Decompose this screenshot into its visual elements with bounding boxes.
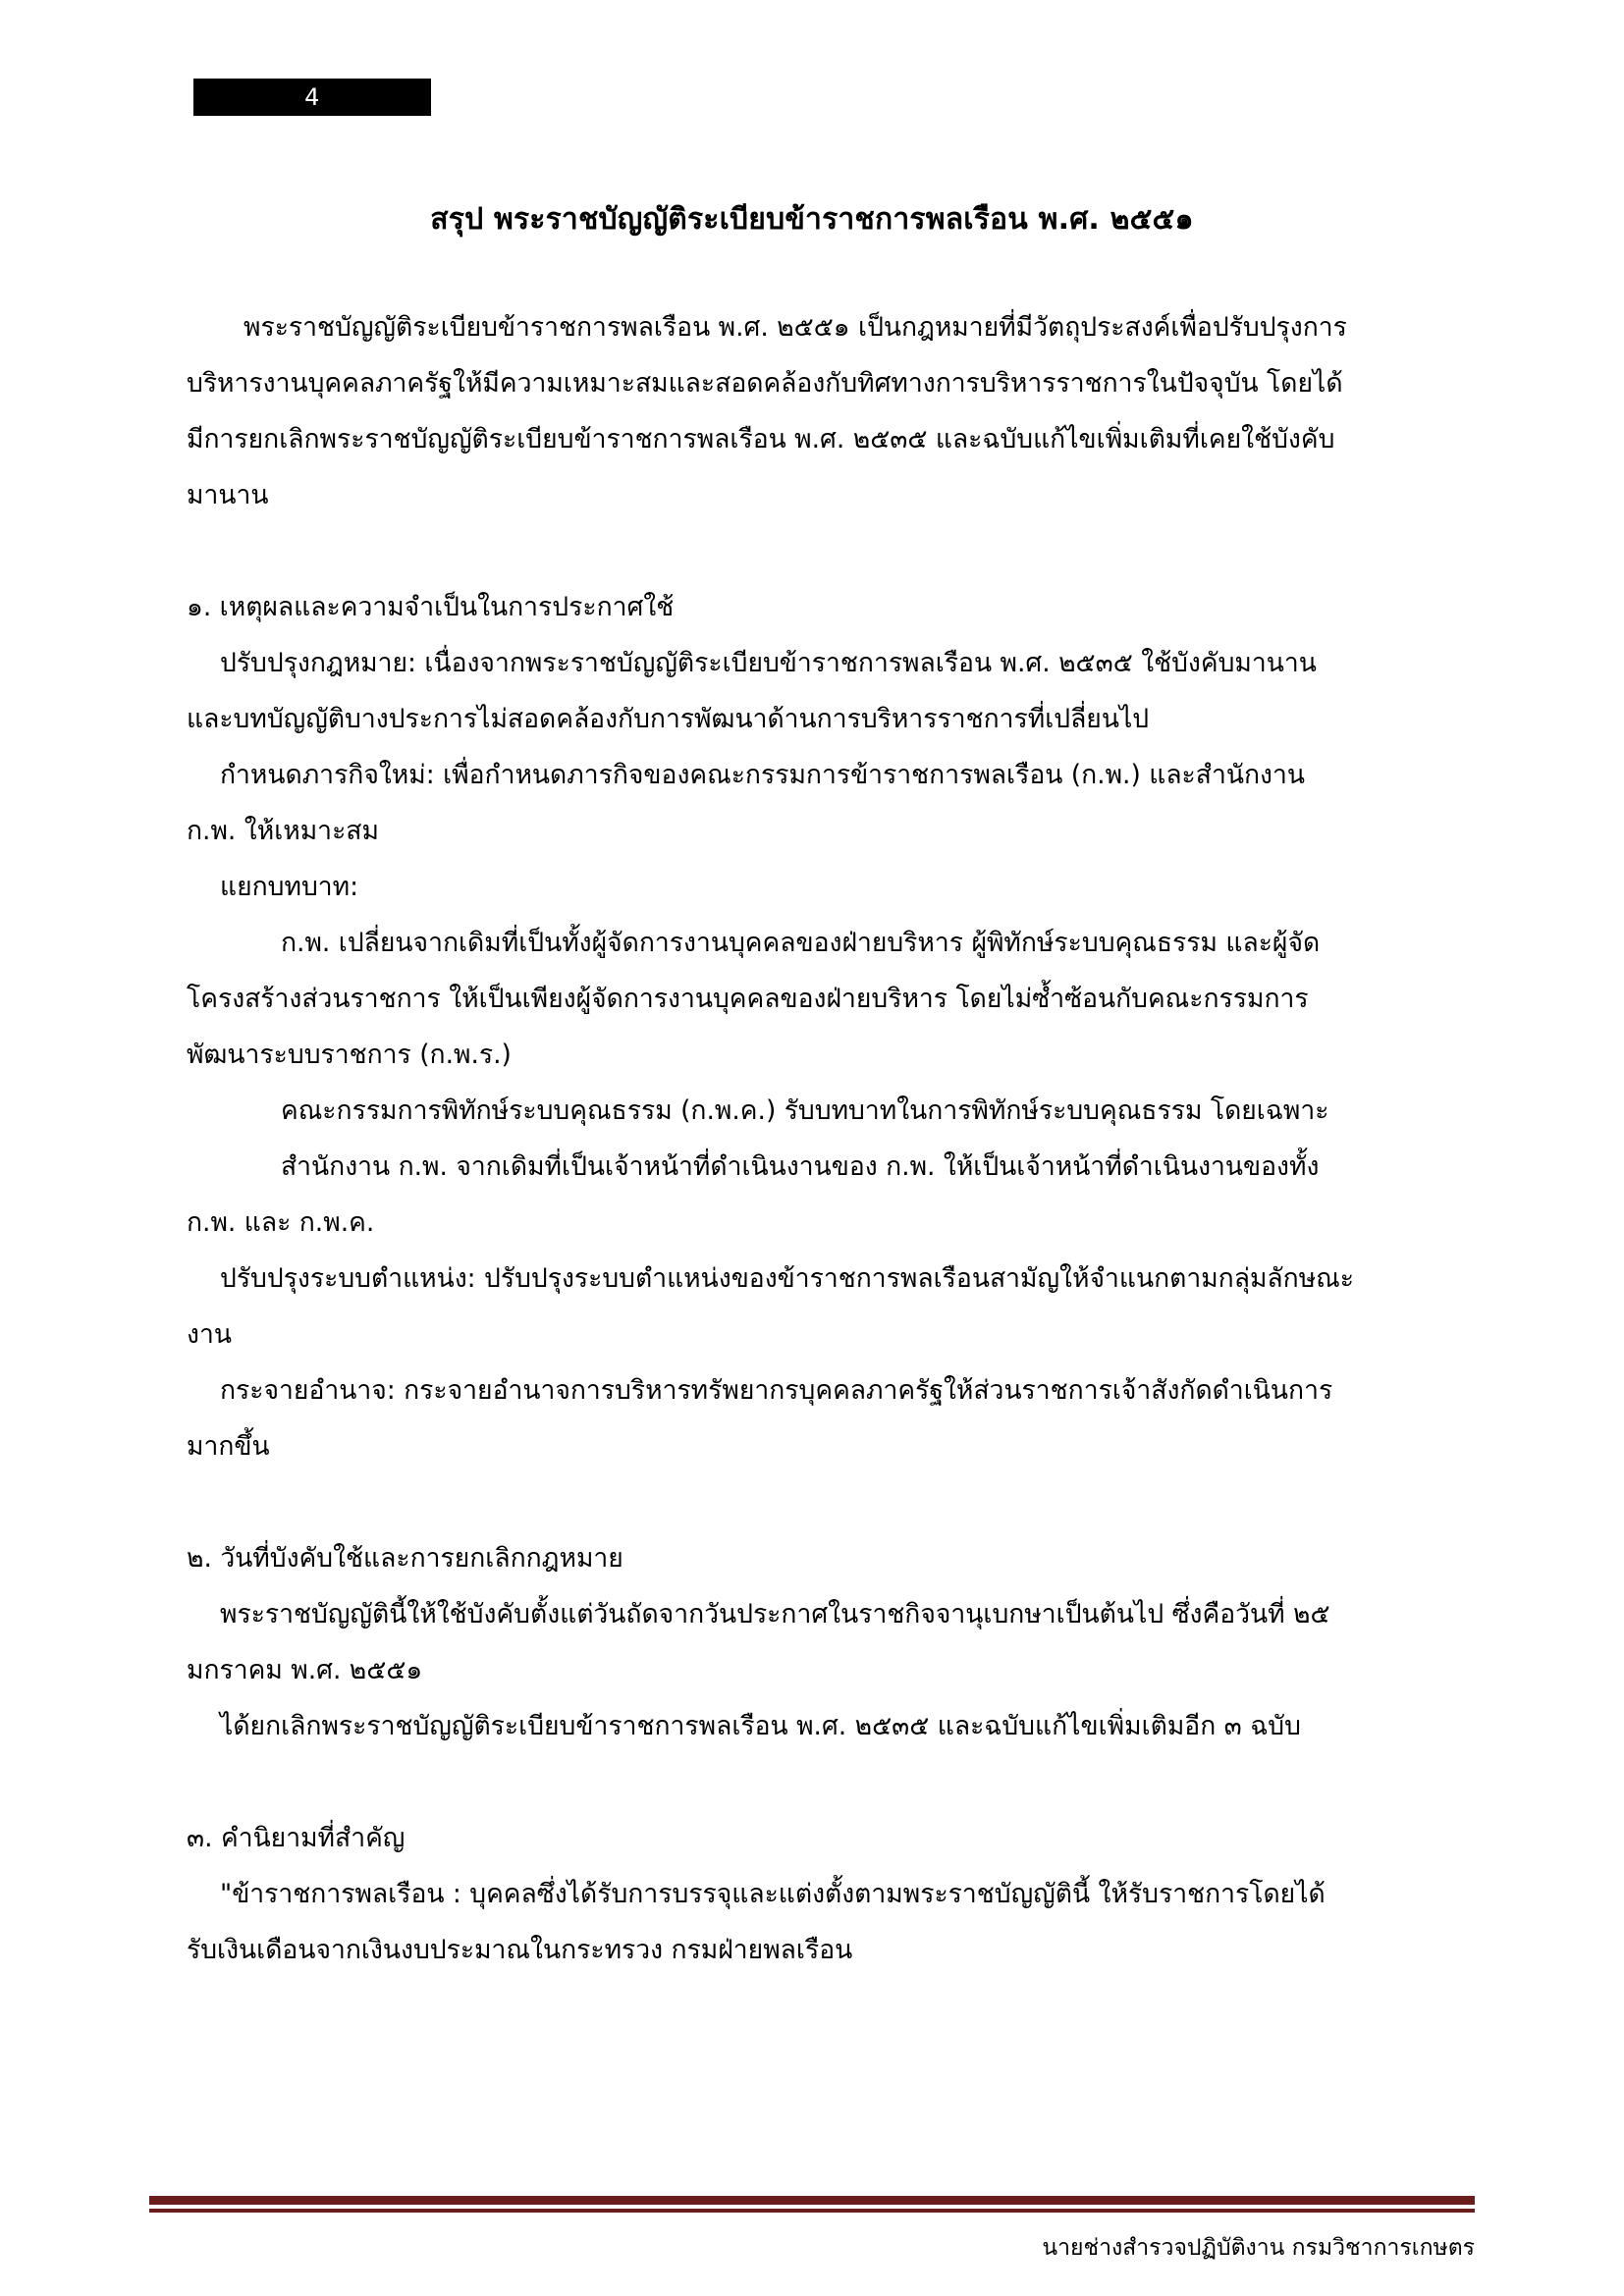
section-1-item-2: แยกบทบาท: [220,872,359,902]
section-3-heading: ๓. คำนิยามที่สำคัญ [187,1823,406,1853]
section-1-subitem-2: สำนักงาน ก.พ. จากเดิมที่เป็นเจ้าหน้าที่ดำเนินงานของ ก.พ. ให้เป็นเจ้าหน้าที่ดำเนินงานของทั้ง ก.พ. และ ก.พ.ค. [187,1151,1320,1238]
section-2-item-0: พระราชบัญญัตินี้ให้ใช้บังคับตั้งแต่วันถัดจากวันประกาศในราชกิจจานุเบกษาเป็นต้นไป ซึ่งคือวันที่ ๒๕ มกราคม พ.ศ. ๒๕๕๑ [187,1599,1330,1685]
page-number-bar: 4 [193,79,431,116]
section-2-heading: ๒. วันที่บังคับใช้และการยกเลิกกฎหมาย [187,1543,623,1574]
spacer [187,1754,1355,1810]
section-1-item-1: กำหนดภารกิจใหม่: เพื่อกำหนดภารกิจของคณะกรรมการข้าราชการพลเรือน (ก.พ.) และสำนักงาน ก.พ. ให้เหมาะสม [187,760,1305,846]
spacer [187,1474,1355,1530]
section-1-subitem-1: คณะกรรมการพิทักษ์ระบบคุณธรรม (ก.พ.ค.) รับบทบาทในการพิทักษ์ระบบคุณธรรม โดยเฉพาะ [281,1095,1329,1126]
section-1-item-0: ปรับปรุงกฎหมาย: เนื่องจากพระราชบัญญัติระเบียบข้าราชการพลเรือน พ.ศ. ๒๕๓๕ ใช้บังคับมานาน และบทบัญญัติบางประการไม่สอดคล้องกับการพัฒนาด้านการบริหารราชการที่เปลี่ยนไป [187,648,1317,734]
section-1-subitem-0: ก.พ. เปลี่ยนจากเดิมที่เป็นทั้งผู้จัดการงานบุคคลของฝ่ายบริหาร ผู้พิทักษ์ระบบคุณธรรม และผู้จัดโครงสร้างส่วนราชการ ให้เป็นเพียงผู้จัดการงานบุคคลของฝ่ายบริหาร โดยไม่ซ้ำซ้อนกับคณะกรรมการพัฒนาระบบราชการ (ก.พ.ร.) [187,928,1321,1070]
section-3-item-0: "ข้าราชการพลเรือน : บุคคลซึ่งได้รับการบรรจุและแต่งตั้งตามพระราชบัญญัตินี้ ให้รับราชการโดยได้รับเงินเดือนจากเงินงบประมาณในกระทรวง กรมฝ่ายพลเรือน [187,1879,1326,1965]
section-1-item-after-0: ปรับปรุงระบบตำแหน่ง: ปรับปรุงระบบตำแหน่งของข้าราชการพลเรือนสามัญให้จำแนกตามกลุ่มลักษณะงาน [187,1263,1354,1350]
footer-text: นายช่างสำรวจปฏิบัติงาน กรมวิชาการเกษตร [1042,2235,1475,2261]
document-body [187,299,1355,1978]
footer-rule-thick [149,2196,1475,2205]
section-2-item-1: ได้ยกเลิกพระราชบัญญัติระเบียบข้าราชการพลเรือน พ.ศ. ๒๕๓๕ และฉบับแก้ไขเพิ่มเติมอีก ๓ ฉบับ [220,1711,1301,1741]
spacer [187,523,1355,579]
page-title: สรุป พระราชบัญญัติระเบียบข้าราชการพลเรือน พ.ศ. ๒๕๕๑ [430,202,1194,237]
section-1-heading: ๑. เหตุผลและความจำเป็นในการประกาศใช้ [187,592,675,622]
footer-rule [149,2196,1475,2213]
footer-rule-thin [149,2209,1475,2213]
section-1-item-after-1: กระจายอำนาจ: กระจายอำนาจการบริหารทรัพยากรบุคคลภาครัฐให้ส่วนราชการเจ้าสังกัดดำเนินการมากขึ้น [187,1375,1333,1462]
intro-paragraph: พระราชบัญญัติระเบียบข้าราชการพลเรือน พ.ศ. ๒๕๕๑ เป็นกฎหมายที่มีวัตถุประสงค์เพื่อปรับปรุงการบริหารงานบุคคลภาครัฐให้มีความเหมาะสมและสอดคล้องกับทิศทางการบริหารราชการในปัจจุบัน โดยได้มีการยกเลิกพระราชบัญญัติระเบียบข้าราชการพลเรือน พ.ศ. ๒๕๓๕ และฉบับแก้ไขเพิ่มเติมที่เคยใช้บังคับมานาน [187,312,1347,510]
